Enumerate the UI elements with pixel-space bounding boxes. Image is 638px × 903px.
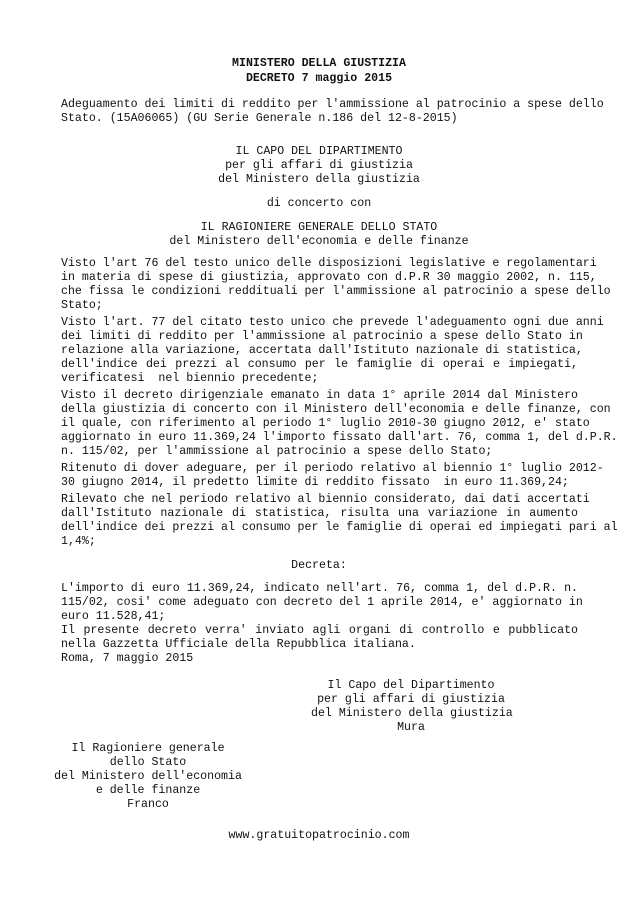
- paragraph-line: n. 115/02, per l'ammissione al patrocinio a spese dello Stato;: [61, 445, 493, 458]
- concert-text: di concerto con: [266, 197, 372, 210]
- subject-line: Stato. (15A06065) (GU Serie Generale n.186 del 12-8-2015): [61, 112, 458, 125]
- paragraph-line: Stato;: [61, 299, 103, 312]
- paragraph-line: dall'Istituto nazionale di statistica, risulta una variazione in aumento: [61, 507, 578, 520]
- signature-line: del Ministero dell'economia: [54, 770, 242, 783]
- paragraph-line: che fissa le condizioni reddituali per l'ammissione al patrocinio a spese dello: [61, 285, 611, 298]
- signature-line: Il Capo del Dipartimento: [327, 679, 495, 692]
- signature-line: del Ministero della giustizia: [311, 707, 513, 720]
- paragraph-line: relazione alla variazione, accertata dall'Istituto nazionale di statistica,: [61, 344, 583, 357]
- decreta-heading: Decreta:: [291, 559, 347, 572]
- signature-line: e delle finanze: [95, 784, 201, 797]
- co-issuer-line: IL RAGIONIERE GENERALE DELLO STATO: [200, 221, 438, 234]
- footer-website-link[interactable]: www.gratuitopatrocinio.com: [228, 829, 410, 842]
- paragraph-line: Visto il decreto dirigenziale emanato in data 1° aprile 2014 dal Ministero: [61, 389, 578, 402]
- paragraph-line: Rilevato che nel periodo relativo al biennio considerato, dai dati accertati: [61, 493, 590, 506]
- paragraph-line: dell'indice dei prezzi al consumo per le famiglie di operai ed impiegati pari al: [61, 521, 618, 534]
- signature-line: dello Stato: [109, 756, 187, 769]
- ministry-title: MINISTERO DELLA GIUSTIZIA: [232, 57, 406, 70]
- decree-line: L'importo di euro 11.369,24, indicato nell'art. 76, comma 1, del d.P.R. n.: [61, 582, 578, 595]
- paragraph-line: aggiornato in euro 11.369,24 l'importo fissato dall'art. 76, comma 1, del d.P.R.: [61, 431, 618, 444]
- co-issuer-line: del Ministero dell'economia e delle finanze: [169, 235, 469, 248]
- decree-title: DECRETO 7 maggio 2015: [245, 72, 393, 85]
- signature-line: per gli affari di giustizia: [317, 693, 505, 706]
- paragraph-line: della giustizia di concerto con il Ministero dell'economia e delle finanze, con: [61, 403, 611, 416]
- paragraph-line: in materia di spese di giustizia, approvato con d.P.R 30 maggio 2002, n. 115,: [61, 271, 597, 284]
- issuer-line: per gli affari di giustizia: [225, 159, 413, 172]
- issuer-line: del Ministero della giustizia: [218, 173, 420, 186]
- paragraph-line: dell'indice dei prezzi al consumo per le famiglie di operai e impiegati,: [61, 358, 578, 371]
- issuer-line: IL CAPO DEL DIPARTIMENTO: [235, 145, 403, 158]
- signatory-name: Mura: [397, 721, 425, 734]
- paragraph-line: Visto l'art. 77 del citato testo unico che prevede l'adeguamento ogni due anni: [61, 316, 604, 329]
- subject-line: Adeguamento dei limiti di reddito per l'ammissione al patrocinio a spese dello: [61, 98, 604, 111]
- decree-line: Il presente decreto verra' inviato agli organi di controllo e pubblicato: [61, 624, 578, 637]
- decree-line: nella Gazzetta Ufficiale della Repubblica italiana.: [61, 638, 416, 651]
- paragraph-line: 30 giugno 2014, il predetto limite di reddito fissato in euro 11.369,24;: [61, 476, 569, 489]
- paragraph-line: dei limiti di reddito per l'ammissione al patrocinio a spese dello Stato in: [61, 330, 583, 343]
- paragraph-line: Ritenuto di dover adeguare, per il periodo relativo al biennio 1° luglio 2012-: [61, 462, 604, 475]
- signatory-name: Franco: [127, 798, 169, 811]
- signature-line: Il Ragioniere generale: [71, 742, 225, 755]
- decree-date: Roma, 7 maggio 2015: [61, 652, 194, 665]
- paragraph-line: 1,4%;: [61, 535, 96, 548]
- decree-line: euro 11.528,41;: [61, 610, 166, 623]
- paragraph-line: il quale, con riferimento al periodo 1° luglio 2010-30 giugno 2012, e' stato: [61, 417, 590, 430]
- decree-line: 115/02, cosi' come adeguato con decreto del 1 aprile 2014, e' aggiornato in: [61, 596, 583, 609]
- paragraph-line: verificatesi nel biennio precedente;: [61, 372, 319, 385]
- paragraph-line: Visto l'art 76 del testo unico delle disposizioni legislative e regolamentari: [61, 257, 597, 270]
